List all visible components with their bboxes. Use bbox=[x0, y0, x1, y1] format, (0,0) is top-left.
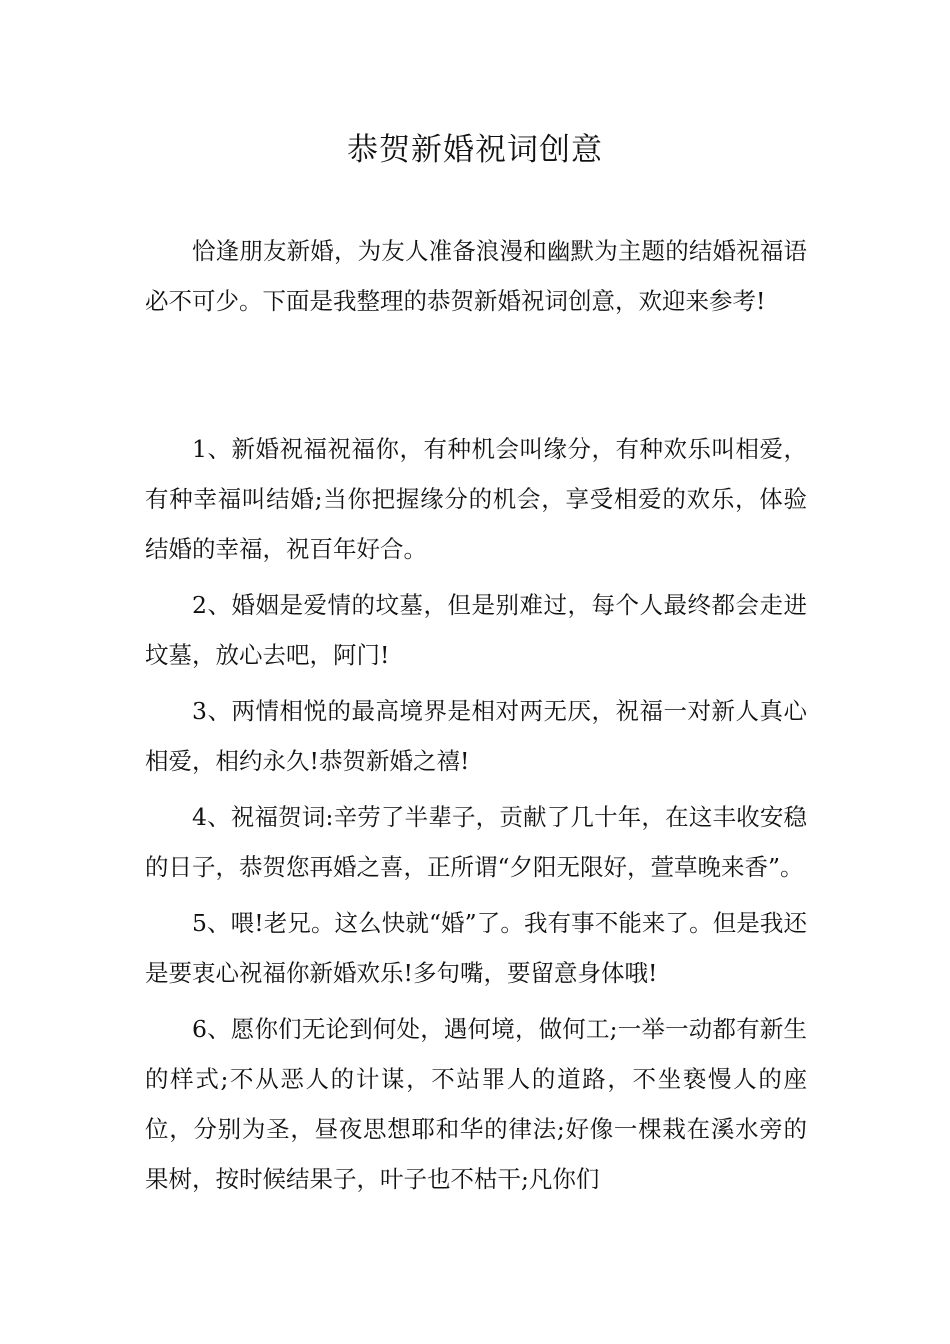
wish-item-3: 3、两情相悦的最高境界是相对两无厌，祝福一对新人真心相爱，相约永久!恭贺新婚之禧! bbox=[145, 697, 807, 775]
wish-item-6: 6、愿你们无论到何处，遇何境，做何工;一举一动都有新生的样式;不从恶人的计谋，不站罪人的道路，不坐亵慢人的座位，分别为圣，昼夜思想耶和华的律法;好像一棵栽在溪水旁的果树，按时候结果子，叶子也不枯干;凡你们 bbox=[145, 1015, 807, 1193]
intro-paragraph: 恰逢朋友新婚，为友人准备浪漫和幽默为主题的结婚祝福语必不可少。下面是我整理的恭贺新婚祝词创意，欢迎来参考! bbox=[145, 237, 807, 315]
document-title: 恭贺新婚祝词创意 bbox=[347, 132, 603, 168]
wish-item-5: 5、喂!老兄。这么快就“婚”了。我有事不能来了。但是我还是要衷心祝福你新婚欢乐!多句嘴，要留意身体哦! bbox=[145, 909, 807, 987]
wish-item-1: 1、新婚祝福祝福你，有种机会叫缘分，有种欢乐叫相爱，有种幸福叫结婚;当你把握缘分的机会，享受相爱的欢乐，体验结婚的幸福，祝百年好合。 bbox=[145, 435, 807, 563]
wish-item-2: 2、婚姻是爱情的坟墓，但是别难过，每个人最终都会走进坟墓，放心去吧，阿门! bbox=[145, 591, 807, 669]
wish-item-4: 4、祝福贺词:辛劳了半辈子，贡献了几十年，在这丰收安稳的日子，恭贺您再婚之喜，正所谓“夕阳无限好，萱草晚来香”。 bbox=[145, 803, 807, 881]
intro-section bbox=[145, 226, 807, 326]
wishes-list bbox=[145, 424, 807, 1210]
